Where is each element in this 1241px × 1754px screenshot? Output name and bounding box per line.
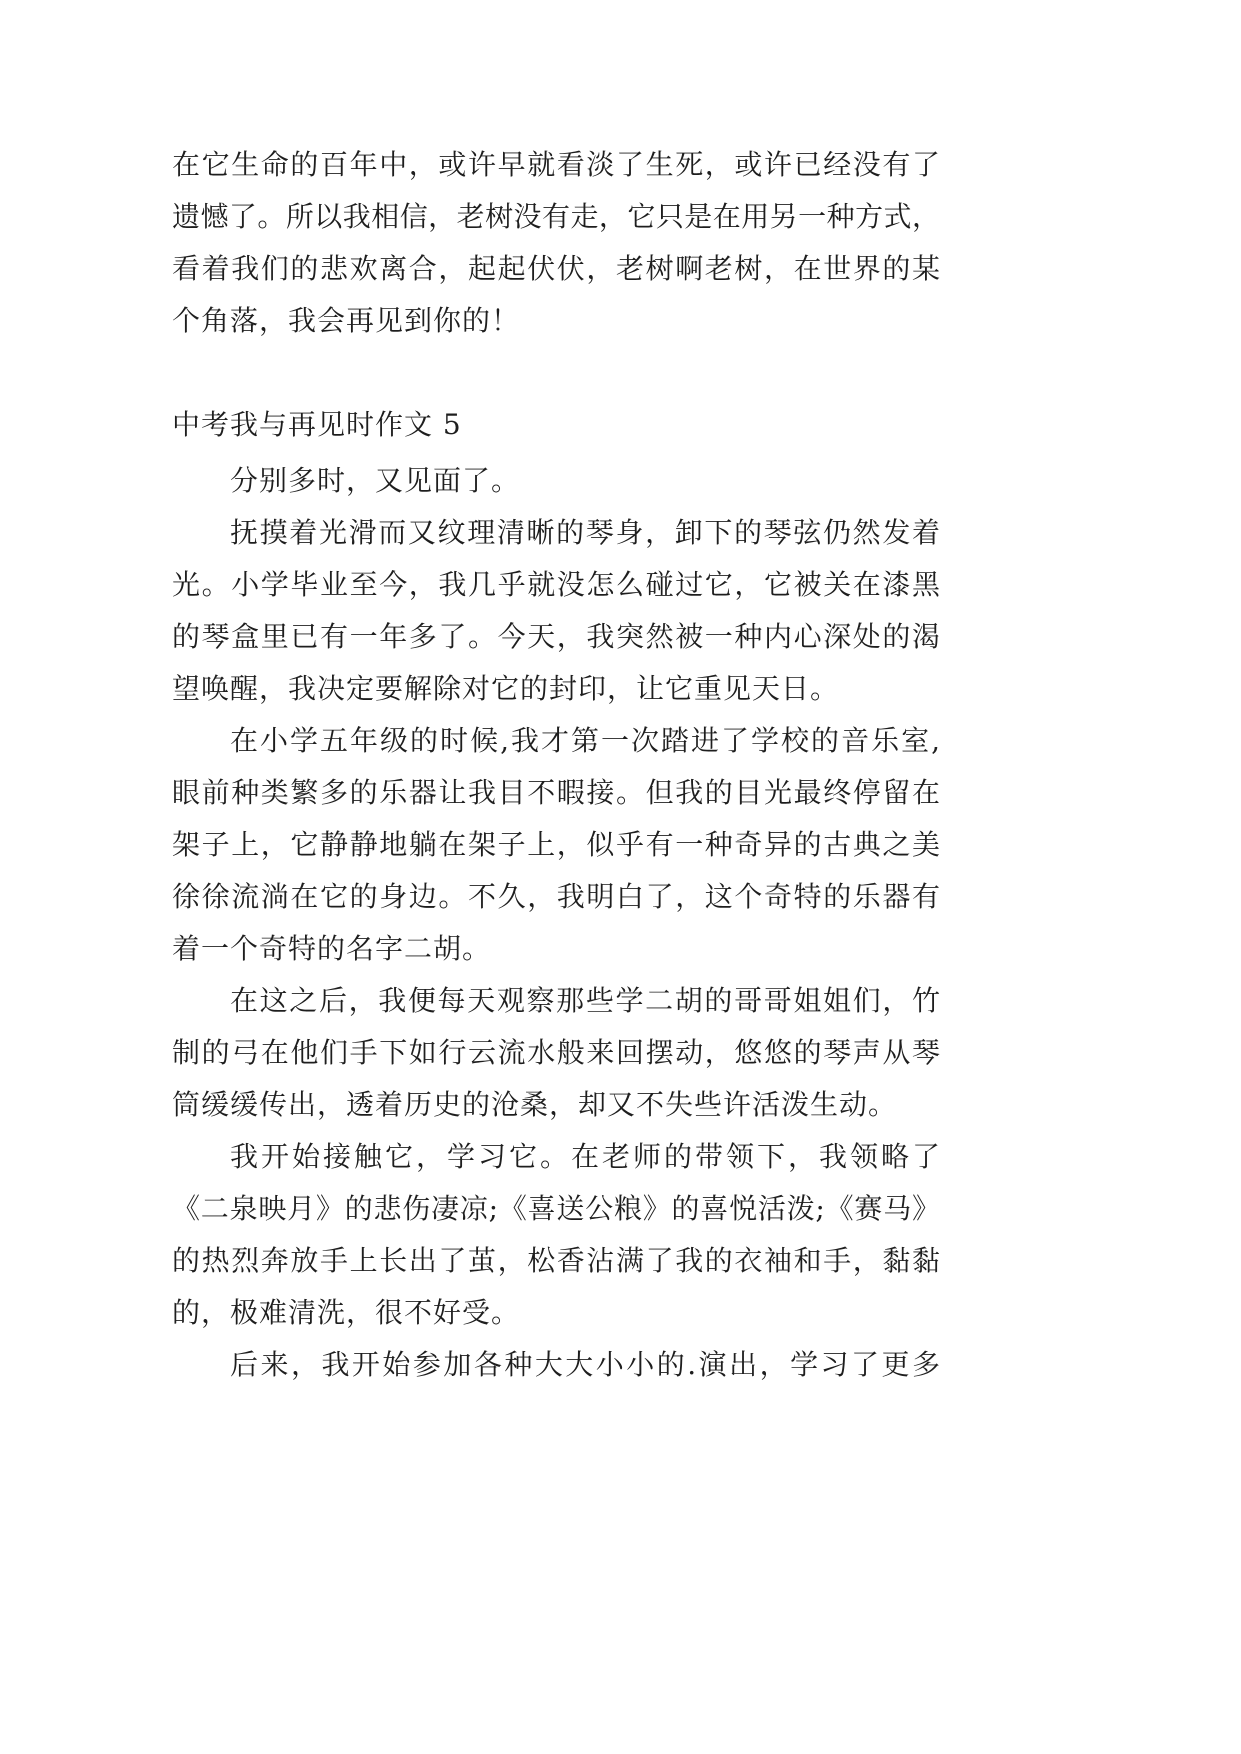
text-line: 在它生命的百年中，或许早就看淡了生死，或许已经没有了 [172,148,940,181]
text-line: 的琴盒里已有一年多了。今天，我突然被一种内心深处的渴 [172,620,940,653]
text-line: 光。小学毕业至今，我几乎就没怎么碰过它，它被关在漆黑 [172,568,940,601]
text-line: 望唤醒，我决定要解除对它的封印，让它重见天日。 [172,672,840,705]
text-line: 的，极难清洗，很不好受。 [172,1296,521,1329]
paragraph [172,715,940,975]
text-line: 看着我们的悲欢离合，起起伏伏，老树啊老树，在世界的某 [172,252,940,285]
text-line: 遗憾了。所以我相信，老树没有走，它只是在用另一种方式， [172,200,940,233]
text-line: 架子上，它静静地躺在架子上，似乎有一种奇异的古典之美 [172,828,940,861]
text-line: 《二泉映月》的悲伤凄凉;《喜送公粮》的喜悦活泼;《赛马》 [172,1192,940,1225]
paragraph [172,507,940,715]
text-line: 着一个奇特的名字二胡。 [172,932,492,965]
text-line: 的热烈奔放手上长出了茧，松香沾满了我的衣袖和手，黏黏 [172,1244,940,1277]
text-line: 在小学五年级的时候,我才第一次踏进了学校的音乐室, [230,724,940,757]
text-line: 我开始接触它，学习它。在老师的带领下，我领略了 [230,1140,940,1173]
text-line: 后来，我开始参加各种大大小小的.演出，学习了更多 [230,1348,940,1381]
text-line: 徐徐流淌在它的身边。不久，我明白了，这个奇特的乐器有 [172,880,940,913]
essay-title: 中考我与再见时作文 5 [172,408,462,441]
paragraph [172,455,940,507]
text-line: 制的弓在他们手下如行云流水般来回摆动，悠悠的琴声从琴 [172,1036,940,1069]
paragraph [172,1131,940,1339]
text-line: 个角落，我会再见到你的！ [172,304,521,337]
essay-title-block [172,399,940,451]
continuation-paragraph [172,139,940,347]
text-line: 在这之后，我便每天观察那些学二胡的哥哥姐姐们，竹 [230,984,940,1017]
paragraph [172,975,940,1131]
text-line: 眼前种类繁多的乐器让我目不暇接。但我的目光最终停留在 [172,776,940,809]
text-line: 分别多时，又见面了。 [230,464,521,497]
text-line: 抚摸着光滑而又纹理清晰的琴身，卸下的琴弦仍然发着 [230,516,940,549]
paragraph [172,1339,940,1391]
essay-body [172,455,940,1391]
text-line: 筒缓缓传出，透着历史的沧桑，却又不失些许活泼生动。 [172,1088,898,1121]
